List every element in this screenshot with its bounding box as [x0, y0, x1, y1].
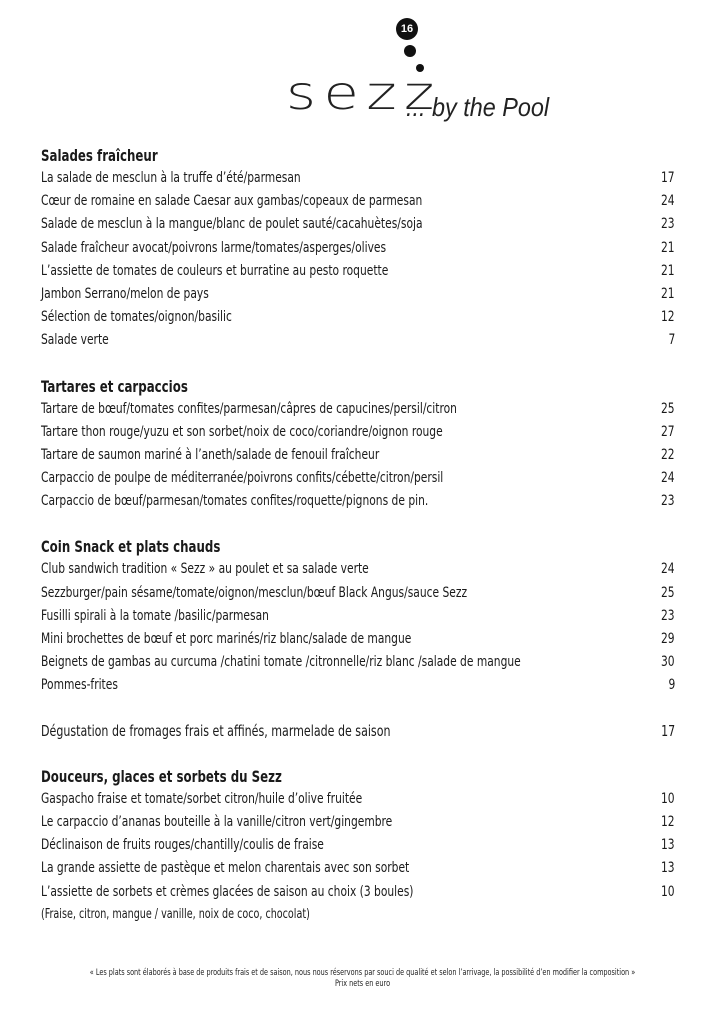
menu-item: [41, 490, 675, 513]
menu-item: [41, 467, 675, 490]
item-name: Jambon Serrano/melon de pays: [41, 285, 209, 302]
item-price: 10: [661, 883, 675, 900]
item-name: Dégustation de fromages frais et affinés, marmelade de saison: [41, 721, 391, 740]
item-name: Salade verte: [41, 332, 109, 349]
item-name: Cœur de romaine en salade Caesar aux gambas/copeaux de parmesan: [41, 193, 423, 210]
item-price: 24: [661, 561, 675, 578]
menu-item: [41, 811, 675, 834]
item-name: Beignets de gambas au curcuma /chatini tomate /citronnelle/riz blanc /salade de mangue: [41, 654, 521, 671]
item-price: 21: [661, 285, 675, 302]
logo-tagline: ... by the Pool: [406, 92, 550, 122]
item-name: La grande assiette de pastèque et melon charentais avec son sorbet: [41, 860, 410, 877]
menu: [41, 144, 675, 926]
item-name: La salade de mesclun à la truffe d’été/parmesan: [41, 170, 301, 186]
section-title: Coin Snack et plats chauds: [41, 537, 221, 557]
logo-dot: [404, 45, 416, 57]
item-name: L’assiette de sorbets et crèmes glacées de saison au choix (3 boules): [41, 883, 414, 900]
menu-item: [41, 605, 675, 628]
menu-item: [41, 213, 675, 236]
item-price: 9: [668, 677, 675, 694]
item-price: 24: [661, 193, 675, 210]
section-tartares: [41, 375, 675, 514]
menu-item-cheese: [41, 720, 675, 743]
item-name: Tartare de saumon mariné à l’aneth/salade de fenouil fraîcheur: [41, 446, 380, 463]
section-title: Douceurs, glaces et sorbets du Sezz: [41, 766, 282, 786]
item-price: 17: [660, 721, 675, 740]
item-name: Sélection de tomates/oignon/basilic: [41, 309, 232, 326]
item-price: 13: [661, 837, 675, 854]
menu-item: [41, 237, 675, 260]
section-title: Salades fraîcheur: [41, 146, 158, 165]
menu-item: [41, 674, 675, 697]
item-price: 22: [661, 446, 675, 463]
item-name: Salade de mesclun à la mangue/blanc de poulet sauté/cacahuètes/soja: [41, 216, 423, 233]
section-snack: [41, 535, 675, 697]
item-price: 23: [661, 607, 675, 624]
item-price: 10: [661, 790, 675, 807]
item-name: Pommes-frites: [41, 677, 118, 694]
item-name: Salade fraîcheur avocat/poivrons larme/tomates/asperges/olives: [41, 239, 387, 256]
menu-item: [41, 651, 675, 674]
item-price: 23: [661, 493, 675, 510]
menu-item: [41, 398, 675, 421]
item-price: 23: [661, 216, 675, 233]
item-price: 29: [661, 631, 675, 647]
menu-item: [41, 167, 675, 190]
item-name: Tartare de bœuf/tomates confites/parmesan/câpres de capucines/persil/citron: [41, 400, 457, 417]
item-price: 13: [661, 860, 675, 877]
menu-item: [41, 283, 675, 306]
note-text: (Fraise, citron, mangue / vanille, noix de coco, chocolat): [41, 906, 310, 922]
item-price: 7: [668, 332, 675, 349]
item-name: Fusilli spirali à la tomate /basilic/parmesan: [41, 607, 269, 624]
footer-disclaimer: « Les plats sont élaborés à base de produits frais et de saison, nous nous réservons par souci de qualité et selon l’arrivage, la possibilité d’en modifier la composition »: [89, 968, 636, 978]
item-name: Tartare thon rouge/yuzu et son sorbet/noix de coco/coriandre/oignon rouge: [41, 423, 443, 440]
item-name: L’assiette de tomates de couleurs et burratine au pesto roquette: [41, 262, 389, 279]
footer-price-note: Prix nets en euro: [334, 979, 391, 989]
footer: [0, 968, 725, 990]
menu-item: [41, 190, 675, 213]
section-desserts: [41, 765, 675, 926]
menu-item: [41, 306, 675, 329]
menu-item: [41, 788, 675, 811]
item-price: 30: [661, 654, 675, 671]
sezz-logo: [280, 14, 550, 124]
item-name: Le carpaccio d’ananas bouteille à la vanille/citron vert/gingembre: [41, 813, 393, 830]
menu-item: [41, 444, 675, 467]
item-name: Mini brochettes de bœuf et porc marinés/riz blanc/salade de mangue: [41, 631, 412, 647]
item-price: 24: [661, 470, 675, 487]
item-name: Club sandwich tradition « Sezz » au poulet et sa salade verte: [41, 561, 369, 578]
item-price: 21: [661, 239, 675, 256]
item-price: 17: [661, 170, 675, 186]
item-price: 12: [661, 309, 675, 326]
section-salades: [41, 144, 675, 353]
item-name: Carpaccio de bœuf/parmesan/tomates confites/roquette/pignons de pin.: [41, 493, 429, 510]
item-price: 27: [661, 423, 675, 440]
logo-badge: 16: [396, 18, 418, 40]
item-price: 25: [661, 584, 675, 601]
menu-item: [41, 857, 675, 880]
item-price: 12: [661, 813, 675, 830]
menu-item: [41, 260, 675, 283]
menu-item: [41, 329, 675, 352]
menu-item: [41, 421, 675, 444]
menu-item: [41, 558, 675, 581]
item-name: Gaspacho fraise et tomate/sorbet citron/huile d’olive fruitée: [41, 790, 363, 807]
menu-item: [41, 628, 675, 651]
logo-wordmark: sezz: [286, 66, 442, 120]
item-name: Carpaccio de poulpe de méditerranée/poivrons confits/cébette/citron/persil: [41, 470, 444, 487]
section-title: Tartares et carpaccios: [41, 376, 188, 396]
item-price: 21: [661, 262, 675, 279]
menu-item: [41, 834, 675, 857]
menu-item: [41, 881, 675, 904]
dessert-note: [41, 904, 675, 926]
item-price: 25: [661, 400, 675, 417]
item-name: Déclinaison de fruits rouges/chantilly/coulis de fraise: [41, 837, 324, 854]
menu-item: [41, 582, 675, 605]
item-name: Sezzburger/pain sésame/tomate/oignon/mesclun/bœuf Black Angus/sauce Sezz: [41, 584, 468, 601]
